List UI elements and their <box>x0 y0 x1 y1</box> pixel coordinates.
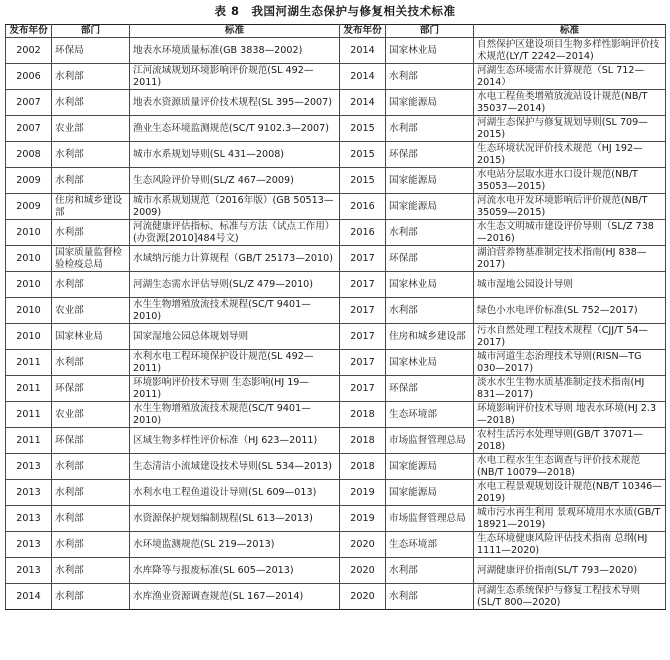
standard-right-cell: 城市河道生态治理技术导则(RISN—TG 030—2017) <box>474 350 666 376</box>
dept-right-cell: 市场监督管理总局 <box>386 506 474 532</box>
standard-left-cell: 城市水系规划导则(SL 431—2008) <box>130 142 340 168</box>
header-standard-left: 标准 <box>130 25 340 38</box>
dept-right-cell: 环保部 <box>386 246 474 272</box>
year-right-cell: 2017 <box>340 324 386 350</box>
dept-left-cell: 国家质量监督检验检疫总局 <box>52 246 130 272</box>
dept-right-cell: 环保部 <box>386 142 474 168</box>
standard-right-cell: 河湖健康评价指南(SL/T 793—2020) <box>474 558 666 584</box>
dept-right-cell: 水利部 <box>386 116 474 142</box>
year-left-cell: 2011 <box>6 376 52 402</box>
standard-left-cell: 水域纳污能力计算规程（GB/T 25173—2010) <box>130 246 340 272</box>
table-row <box>6 220 666 246</box>
table-row <box>6 116 666 142</box>
year-left-cell: 2013 <box>6 480 52 506</box>
year-right-cell: 2015 <box>340 168 386 194</box>
dept-left-cell: 国家林业局 <box>52 324 130 350</box>
year-left-cell: 2013 <box>6 506 52 532</box>
standard-left-cell: 环境影响评价技术导则 生态影响(HJ 19—2011) <box>130 376 340 402</box>
table-row <box>6 38 666 64</box>
table-row <box>6 402 666 428</box>
year-right-cell: 2020 <box>340 532 386 558</box>
year-left-cell: 2013 <box>6 558 52 584</box>
standard-left-cell: 水生生物增殖放流技术规范(SC/T 9401—2010) <box>130 402 340 428</box>
table-row <box>6 64 666 90</box>
table-row <box>6 272 666 298</box>
standard-left-cell: 区域生物多样性评价标准（HJ 623—2011) <box>130 428 340 454</box>
table-row <box>6 558 666 584</box>
year-left-cell: 2002 <box>6 38 52 64</box>
table-body <box>6 38 666 610</box>
table-row <box>6 324 666 350</box>
table-row <box>6 168 666 194</box>
table-row <box>6 298 666 324</box>
standard-left-cell: 河流健康评估指标、标准与方法（试点工作用）(办资源[2010]484号文) <box>130 220 340 246</box>
table-row <box>6 428 666 454</box>
dept-left-cell: 水利部 <box>52 90 130 116</box>
standard-right-cell: 水电工程鱼类增殖放流站设计规范(NB/T 35037—2014) <box>474 90 666 116</box>
dept-left-cell: 水利部 <box>52 220 130 246</box>
dept-left-cell: 水利部 <box>52 532 130 558</box>
standard-left-cell: 河湖生态需水评估导则(SL/Z 479—2010) <box>130 272 340 298</box>
year-right-cell: 2019 <box>340 506 386 532</box>
dept-left-cell: 水利部 <box>52 584 130 610</box>
dept-left-cell: 农业部 <box>52 116 130 142</box>
year-left-cell: 2010 <box>6 220 52 246</box>
standard-right-cell: 环境影响评价技术导则 地表水环境(HJ 2.3—2018) <box>474 402 666 428</box>
table-row <box>6 90 666 116</box>
year-right-cell: 2014 <box>340 38 386 64</box>
dept-left-cell: 水利部 <box>52 558 130 584</box>
standard-left-cell: 水库渔业资源调查规范(SL 167—2014) <box>130 584 340 610</box>
standard-right-cell: 河流水电开发环境影响后评价规范(NB/T 35059—2015) <box>474 194 666 220</box>
table-row <box>6 454 666 480</box>
dept-left-cell: 农业部 <box>52 402 130 428</box>
standards-table <box>5 24 666 610</box>
year-right-cell: 2017 <box>340 298 386 324</box>
dept-left-cell: 水利部 <box>52 142 130 168</box>
table-row <box>6 480 666 506</box>
dept-right-cell: 生态环境部 <box>386 402 474 428</box>
table-caption: 表 8 我国河湖生态保护与修复相关技术标准 <box>214 4 456 18</box>
dept-right-cell: 国家林业局 <box>386 272 474 298</box>
standard-left-cell: 地表水资源质量评价技术规程(SL 395—2007) <box>130 90 340 116</box>
dept-left-cell: 环保局 <box>52 38 130 64</box>
standard-right-cell: 生态环境状况评价技术规范（HJ 192—2015) <box>474 142 666 168</box>
standard-right-cell: 城市污水再生利用 景观环境用水水质(GB/T 18921—2019) <box>474 506 666 532</box>
standard-right-cell: 水生态文明城市建设评价导则（SL/Z 738—2016) <box>474 220 666 246</box>
year-right-cell: 2017 <box>340 376 386 402</box>
year-right-cell: 2020 <box>340 584 386 610</box>
table-row <box>6 142 666 168</box>
dept-left-cell: 水利部 <box>52 272 130 298</box>
year-left-cell: 2010 <box>6 324 52 350</box>
standard-right-cell: 污水自然处理工程技术规程（CJJ/T 54—2017) <box>474 324 666 350</box>
dept-right-cell: 水利部 <box>386 558 474 584</box>
dept-right-cell: 国家能源局 <box>386 454 474 480</box>
standard-right-cell: 农村生活污水处理导则(GB/T 37071—2018) <box>474 428 666 454</box>
dept-left-cell: 水利部 <box>52 64 130 90</box>
standard-left-cell: 国家湿地公园总体规划导则 <box>130 324 340 350</box>
dept-right-cell: 国家能源局 <box>386 168 474 194</box>
dept-left-cell: 环保部 <box>52 376 130 402</box>
year-left-cell: 2013 <box>6 532 52 558</box>
year-right-cell: 2020 <box>340 558 386 584</box>
year-left-cell: 2011 <box>6 402 52 428</box>
header-year-left: 发布年份 <box>6 25 52 38</box>
header-dept-left: 部门 <box>52 25 130 38</box>
dept-left-cell: 水利部 <box>52 480 130 506</box>
dept-right-cell: 国家能源局 <box>386 480 474 506</box>
year-left-cell: 2013 <box>6 454 52 480</box>
standard-left-cell: 地表水环境质量标准(GB 3838—2002) <box>130 38 340 64</box>
year-right-cell: 2016 <box>340 220 386 246</box>
standard-left-cell: 生态风险评价导则(SL/Z 467—2009) <box>130 168 340 194</box>
standard-left-cell: 水利水电工程环境保护设计规范(SL 492—2011) <box>130 350 340 376</box>
year-left-cell: 2010 <box>6 272 52 298</box>
year-left-cell: 2010 <box>6 246 52 272</box>
standard-right-cell: 生态环境健康风险评估技术指南 总纲(HJ 1111—2020) <box>474 532 666 558</box>
year-left-cell: 2009 <box>6 194 52 220</box>
year-right-cell: 2016 <box>340 194 386 220</box>
dept-left-cell: 农业部 <box>52 298 130 324</box>
year-left-cell: 2011 <box>6 350 52 376</box>
dept-right-cell: 国家林业局 <box>386 38 474 64</box>
standard-left-cell: 水环境监测规范(SL 219—2013) <box>130 532 340 558</box>
table-row <box>6 246 666 272</box>
dept-right-cell: 国家能源局 <box>386 90 474 116</box>
year-right-cell: 2014 <box>340 64 386 90</box>
year-left-cell: 2011 <box>6 428 52 454</box>
standard-right-cell: 河湖生态系统保护与修复工程技术导则(SL/T 800—2020) <box>474 584 666 610</box>
year-left-cell: 2010 <box>6 298 52 324</box>
year-left-cell: 2006 <box>6 64 52 90</box>
table-row <box>6 532 666 558</box>
table-row <box>6 506 666 532</box>
year-left-cell: 2014 <box>6 584 52 610</box>
dept-right-cell: 市场监督管理总局 <box>386 428 474 454</box>
dept-right-cell: 环保部 <box>386 376 474 402</box>
dept-right-cell: 水利部 <box>386 64 474 90</box>
dept-left-cell: 水利部 <box>52 350 130 376</box>
standard-right-cell: 绿色小水电评价标准(SL 752—2017) <box>474 298 666 324</box>
year-left-cell: 2007 <box>6 116 52 142</box>
year-right-cell: 2017 <box>340 246 386 272</box>
dept-right-cell: 水利部 <box>386 298 474 324</box>
standard-right-cell: 淡水水生生物水质基准制定技术指南(HJ 831—2017) <box>474 376 666 402</box>
table-row <box>6 350 666 376</box>
standard-left-cell: 水资源保护规划编制规程(SL 613—2013) <box>130 506 340 532</box>
standard-right-cell: 水电站分层取水进水口设计规范(NB/T 35053—2015) <box>474 168 666 194</box>
dept-left-cell: 水利部 <box>52 168 130 194</box>
standard-right-cell: 湖泊营养物基准制定技术指南(HJ 838—2017) <box>474 246 666 272</box>
year-left-cell: 2008 <box>6 142 52 168</box>
dept-right-cell: 国家林业局 <box>386 350 474 376</box>
standard-right-cell: 河湖生态环境需水计算规范（SL 712—2014） <box>474 64 666 90</box>
year-left-cell: 2009 <box>6 168 52 194</box>
standard-left-cell: 城市水系规划规范（2016年版）(GB 50513—2009) <box>130 194 340 220</box>
header-dept-right: 部门 <box>386 25 474 38</box>
year-right-cell: 2017 <box>340 350 386 376</box>
standard-left-cell: 渔业生态环境监测规范(SC/T 9102.3—2007) <box>130 116 340 142</box>
year-left-cell: 2007 <box>6 90 52 116</box>
standard-left-cell: 生态清洁小流域建设技术导则(SL 534—2013) <box>130 454 340 480</box>
standard-right-cell: 水电工程景观规划设计规范(NB/T 10346—2019) <box>474 480 666 506</box>
standard-left-cell: 水库降等与报废标准(SL 605—2013) <box>130 558 340 584</box>
dept-right-cell: 水利部 <box>386 220 474 246</box>
dept-left-cell: 环保部 <box>52 428 130 454</box>
standard-left-cell: 水利水电工程鱼道设计导则(SL 609—013) <box>130 480 340 506</box>
standard-right-cell: 城市湿地公园设计导则 <box>474 272 666 298</box>
standard-right-cell: 水电工程水生生态调查与评价技术规范(NB/T 10079—2018) <box>474 454 666 480</box>
year-right-cell: 2017 <box>340 272 386 298</box>
year-right-cell: 2015 <box>340 142 386 168</box>
year-right-cell: 2018 <box>340 454 386 480</box>
standard-right-cell: 自然保护区建设项目生物多样性影响评价技术规范(LY/T 2242—2014) <box>474 38 666 64</box>
dept-left-cell: 水利部 <box>52 454 130 480</box>
header-year-right: 发布年份 <box>340 25 386 38</box>
table-row <box>6 584 666 610</box>
dept-right-cell: 住房和城乡建设部 <box>386 324 474 350</box>
year-right-cell: 2018 <box>340 402 386 428</box>
year-right-cell: 2015 <box>340 116 386 142</box>
table-row <box>6 194 666 220</box>
dept-right-cell: 国家能源局 <box>386 194 474 220</box>
year-right-cell: 2019 <box>340 480 386 506</box>
dept-right-cell: 水利部 <box>386 584 474 610</box>
table-row <box>6 376 666 402</box>
standard-right-cell: 河湖生态保护与修复规划导则(SL 709—2015) <box>474 116 666 142</box>
header-row <box>6 25 666 38</box>
dept-left-cell: 水利部 <box>52 506 130 532</box>
dept-left-cell: 住房和城乡建设部 <box>52 194 130 220</box>
standard-left-cell: 水生生物增殖放流技术规程(SC/T 9401—2010) <box>130 298 340 324</box>
header-standard-right: 标准 <box>474 25 666 38</box>
year-right-cell: 2018 <box>340 428 386 454</box>
standard-left-cell: 江河流域规划环境影响评价规范(SL 492—2011) <box>130 64 340 90</box>
dept-right-cell: 生态环境部 <box>386 532 474 558</box>
year-right-cell: 2014 <box>340 90 386 116</box>
